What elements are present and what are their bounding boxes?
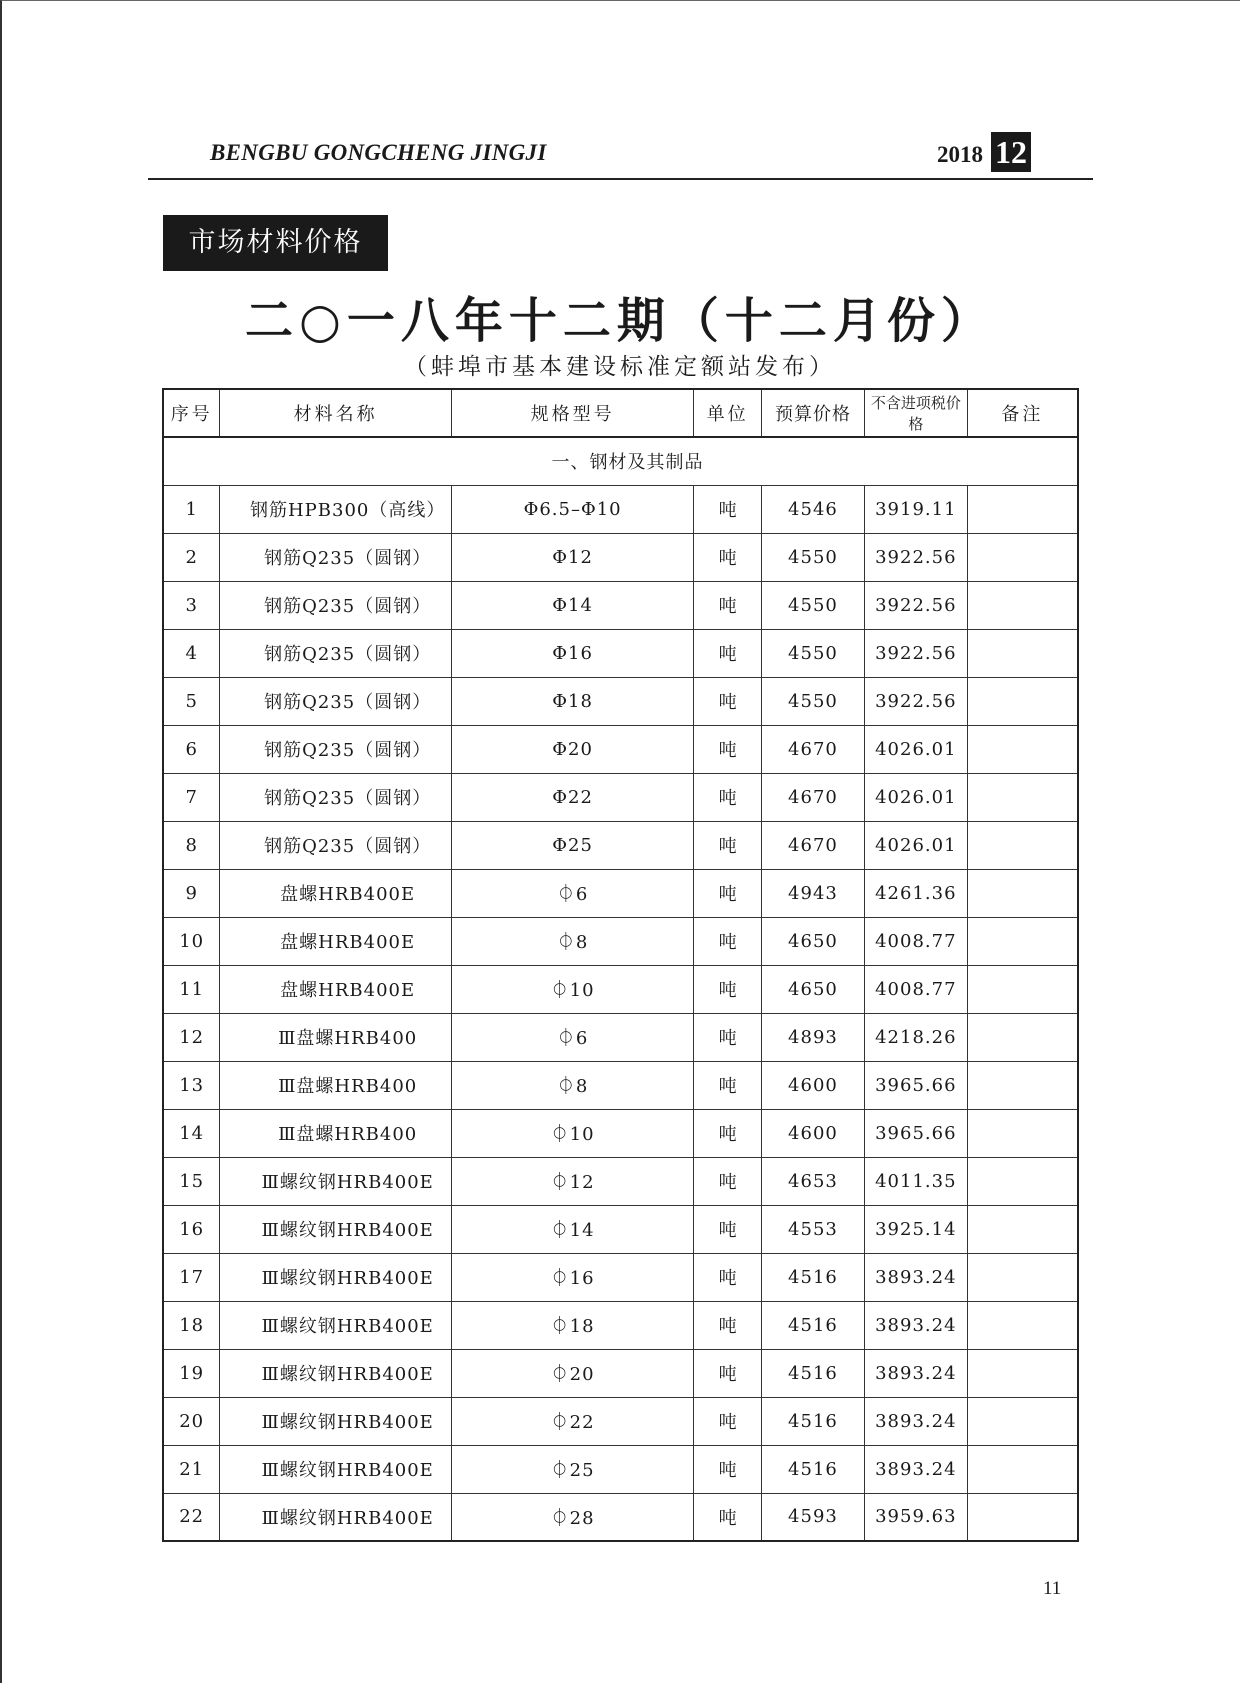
section-tag: 市场材料价格	[163, 215, 388, 271]
cell-budget-price: 4600	[762, 1061, 865, 1109]
table-row	[163, 725, 1078, 773]
cell-budget-price: 4593	[762, 1493, 865, 1541]
cell-spec: ⏀6	[451, 1013, 693, 1061]
cell-no: 17	[163, 1253, 220, 1301]
table-row	[163, 677, 1078, 725]
cell-unit: 吨	[694, 1301, 762, 1349]
cell-unit: 吨	[694, 677, 762, 725]
cell-name: Ⅲ螺纹钢HRB400E	[220, 1493, 452, 1541]
cell-budget-price: 4650	[762, 917, 865, 965]
table-row	[163, 1445, 1078, 1493]
cell-spec: ⏀18	[451, 1301, 693, 1349]
cell-unit: 吨	[694, 1445, 762, 1493]
cell-price-ex-tax: 4008.77	[864, 917, 967, 965]
cell-spec: Φ12	[451, 533, 693, 581]
cell-no: 1	[163, 485, 220, 533]
cell-remark	[967, 1061, 1078, 1109]
cell-no: 3	[163, 581, 220, 629]
table-row	[163, 485, 1078, 533]
cell-no: 5	[163, 677, 220, 725]
cell-spec: ⏀25	[451, 1445, 693, 1493]
cell-budget-price: 4550	[762, 629, 865, 677]
cell-name: 钢筋Q235（圆钢）	[220, 773, 452, 821]
table-row	[163, 1493, 1078, 1541]
cell-price-ex-tax: 4218.26	[864, 1013, 967, 1061]
cell-budget-price: 4650	[762, 965, 865, 1013]
cell-budget-price: 4546	[762, 485, 865, 533]
cell-unit: 吨	[694, 581, 762, 629]
cell-remark	[967, 581, 1078, 629]
cell-remark	[967, 965, 1078, 1013]
cell-spec: ⏀16	[451, 1253, 693, 1301]
cell-price-ex-tax: 3893.24	[864, 1301, 967, 1349]
cell-price-ex-tax: 4011.35	[864, 1157, 967, 1205]
cell-spec: Φ14	[451, 581, 693, 629]
cell-name: 盘螺HRB400E	[220, 917, 452, 965]
cell-price-ex-tax: 3919.11	[864, 485, 967, 533]
cell-no: 2	[163, 533, 220, 581]
page-header	[148, 128, 1093, 180]
cell-no: 8	[163, 821, 220, 869]
cell-price-ex-tax: 4261.36	[864, 869, 967, 917]
cell-remark	[967, 1205, 1078, 1253]
table-row	[163, 581, 1078, 629]
header-remark: 备注	[967, 389, 1078, 437]
cell-name: Ⅲ盘螺HRB400	[220, 1109, 452, 1157]
cell-no: 14	[163, 1109, 220, 1157]
cell-unit: 吨	[694, 1157, 762, 1205]
cell-remark	[967, 1445, 1078, 1493]
cell-price-ex-tax: 3922.56	[864, 677, 967, 725]
cell-price-ex-tax: 3965.66	[864, 1061, 967, 1109]
cell-spec: ⏀28	[451, 1493, 693, 1541]
cell-no: 10	[163, 917, 220, 965]
table-row	[163, 821, 1078, 869]
cell-budget-price: 4670	[762, 821, 865, 869]
page-title: 二○一八年十二期（十二月份）	[245, 293, 995, 349]
cell-price-ex-tax: 3922.56	[864, 581, 967, 629]
header-budget-price: 预算价格	[762, 389, 865, 437]
cell-price-ex-tax: 3893.24	[864, 1349, 967, 1397]
table-row	[163, 1205, 1078, 1253]
cell-budget-price: 4550	[762, 677, 865, 725]
section-row	[163, 437, 1078, 485]
cell-remark	[967, 1253, 1078, 1301]
table-row	[163, 1109, 1078, 1157]
table-row	[163, 1301, 1078, 1349]
cell-spec: ⏀8	[451, 1061, 693, 1109]
cell-no: 18	[163, 1301, 220, 1349]
cell-unit: 吨	[694, 1493, 762, 1541]
cell-name: Ⅲ螺纹钢HRB400E	[220, 1253, 452, 1301]
cell-budget-price: 4516	[762, 1301, 865, 1349]
cell-no: 21	[163, 1445, 220, 1493]
cell-name: Ⅲ螺纹钢HRB400E	[220, 1397, 452, 1445]
cell-unit: 吨	[694, 533, 762, 581]
cell-unit: 吨	[694, 1349, 762, 1397]
cell-name: 盘螺HRB400E	[220, 869, 452, 917]
cell-spec: Φ25	[451, 821, 693, 869]
cell-spec: ⏀6	[451, 869, 693, 917]
cell-price-ex-tax: 3925.14	[864, 1205, 967, 1253]
price-table	[162, 388, 1079, 1542]
cell-budget-price: 4516	[762, 1349, 865, 1397]
table-row	[163, 1349, 1078, 1397]
cell-no: 11	[163, 965, 220, 1013]
cell-remark	[967, 1157, 1078, 1205]
cell-price-ex-tax: 4026.01	[864, 773, 967, 821]
cell-unit: 吨	[694, 773, 762, 821]
cell-name: 钢筋Q235（圆钢）	[220, 821, 452, 869]
cell-name: Ⅲ螺纹钢HRB400E	[220, 1445, 452, 1493]
cell-name: 盘螺HRB400E	[220, 965, 452, 1013]
cell-remark	[967, 725, 1078, 773]
header-spec: 规格型号	[451, 389, 693, 437]
cell-no: 7	[163, 773, 220, 821]
cell-spec: Φ6.5–Φ10	[451, 485, 693, 533]
cell-unit: 吨	[694, 1061, 762, 1109]
cell-no: 6	[163, 725, 220, 773]
cell-budget-price: 4653	[762, 1157, 865, 1205]
table-row	[163, 1253, 1078, 1301]
cell-unit: 吨	[694, 1013, 762, 1061]
cell-spec: ⏀10	[451, 1109, 693, 1157]
section-title: 一、钢材及其制品	[163, 437, 1078, 485]
cell-price-ex-tax: 3965.66	[864, 1109, 967, 1157]
cell-spec: Φ18	[451, 677, 693, 725]
cell-spec: ⏀8	[451, 917, 693, 965]
cell-remark	[967, 917, 1078, 965]
cell-remark	[967, 1013, 1078, 1061]
table-row	[163, 965, 1078, 1013]
cell-budget-price: 4516	[762, 1253, 865, 1301]
page-subtitle: （蚌埠市基本建设标准定额站发布）	[404, 354, 836, 380]
cell-name: 钢筋HPB300（高线）	[220, 485, 452, 533]
cell-price-ex-tax: 4008.77	[864, 965, 967, 1013]
cell-name: Ⅲ螺纹钢HRB400E	[220, 1301, 452, 1349]
cell-remark	[967, 869, 1078, 917]
cell-price-ex-tax: 3893.24	[864, 1253, 967, 1301]
cell-spec: ⏀12	[451, 1157, 693, 1205]
cell-price-ex-tax: 3893.24	[864, 1397, 967, 1445]
cell-name: 钢筋Q235（圆钢）	[220, 629, 452, 677]
cell-no: 13	[163, 1061, 220, 1109]
cell-price-ex-tax: 3893.24	[864, 1445, 967, 1493]
cell-remark	[967, 1493, 1078, 1541]
cell-unit: 吨	[694, 869, 762, 917]
cell-no: 16	[163, 1205, 220, 1253]
cell-name: Ⅲ盘螺HRB400	[220, 1061, 452, 1109]
cell-spec: Φ16	[451, 629, 693, 677]
header-no: 序号	[163, 389, 220, 437]
cell-price-ex-tax: 3922.56	[864, 629, 967, 677]
cell-spec: Φ22	[451, 773, 693, 821]
issue-year: 2018	[937, 142, 983, 167]
table-row	[163, 917, 1078, 965]
cell-spec: ⏀14	[451, 1205, 693, 1253]
cell-budget-price: 4670	[762, 725, 865, 773]
cell-unit: 吨	[694, 1205, 762, 1253]
cell-budget-price: 4550	[762, 581, 865, 629]
cell-spec: Φ20	[451, 725, 693, 773]
cell-remark	[967, 533, 1078, 581]
cell-price-ex-tax: 3959.63	[864, 1493, 967, 1541]
cell-price-ex-tax: 4026.01	[864, 725, 967, 773]
header-price-ex-tax: 不含进项税价格	[864, 389, 967, 437]
issue-number-badge: 12	[991, 132, 1031, 172]
cell-unit: 吨	[694, 821, 762, 869]
cell-spec: ⏀20	[451, 1349, 693, 1397]
cell-budget-price: 4550	[762, 533, 865, 581]
cell-budget-price: 4943	[762, 869, 865, 917]
cell-remark	[967, 1109, 1078, 1157]
cell-no: 9	[163, 869, 220, 917]
cell-remark	[967, 677, 1078, 725]
journal-name: BENGBU GONGCHENG JINGJI	[210, 140, 547, 165]
header-name: 材料名称	[220, 389, 452, 437]
cell-name: Ⅲ螺纹钢HRB400E	[220, 1157, 452, 1205]
table-row	[163, 773, 1078, 821]
cell-price-ex-tax: 3922.56	[864, 533, 967, 581]
table-row	[163, 1013, 1078, 1061]
cell-unit: 吨	[694, 1109, 762, 1157]
cell-budget-price: 4893	[762, 1013, 865, 1061]
cell-remark	[967, 1301, 1078, 1349]
cell-name: Ⅲ盘螺HRB400	[220, 1013, 452, 1061]
cell-no: 22	[163, 1493, 220, 1541]
table-header-row	[163, 389, 1078, 437]
cell-remark	[967, 1349, 1078, 1397]
cell-remark	[967, 485, 1078, 533]
table-row	[163, 629, 1078, 677]
cell-no: 20	[163, 1397, 220, 1445]
cell-budget-price: 4516	[762, 1397, 865, 1445]
cell-unit: 吨	[694, 965, 762, 1013]
table-row	[163, 533, 1078, 581]
cell-budget-price: 4600	[762, 1109, 865, 1157]
header-unit: 单位	[694, 389, 762, 437]
cell-name: 钢筋Q235（圆钢）	[220, 581, 452, 629]
cell-budget-price: 4516	[762, 1445, 865, 1493]
cell-no: 15	[163, 1157, 220, 1205]
cell-remark	[967, 1397, 1078, 1445]
cell-no: 12	[163, 1013, 220, 1061]
cell-unit: 吨	[694, 917, 762, 965]
cell-price-ex-tax: 4026.01	[864, 821, 967, 869]
cell-remark	[967, 821, 1078, 869]
cell-remark	[967, 629, 1078, 677]
cell-name: Ⅲ螺纹钢HRB400E	[220, 1205, 452, 1253]
table-body	[163, 437, 1078, 1541]
cell-unit: 吨	[694, 1253, 762, 1301]
cell-spec: ⏀10	[451, 965, 693, 1013]
cell-name: 钢筋Q235（圆钢）	[220, 677, 452, 725]
table-row	[163, 1061, 1078, 1109]
table-row	[163, 1157, 1078, 1205]
cell-name: 钢筋Q235（圆钢）	[220, 533, 452, 581]
cell-name: Ⅲ螺纹钢HRB400E	[220, 1349, 452, 1397]
cell-spec: ⏀22	[451, 1397, 693, 1445]
cell-no: 4	[163, 629, 220, 677]
cell-remark	[967, 773, 1078, 821]
cell-unit: 吨	[694, 725, 762, 773]
cell-budget-price: 4670	[762, 773, 865, 821]
cell-unit: 吨	[694, 629, 762, 677]
cell-budget-price: 4553	[762, 1205, 865, 1253]
cell-name: 钢筋Q235（圆钢）	[220, 725, 452, 773]
table-row	[163, 1397, 1078, 1445]
table-row	[163, 869, 1078, 917]
cell-no: 19	[163, 1349, 220, 1397]
page-number: 11	[1043, 1578, 1062, 1599]
cell-unit: 吨	[694, 485, 762, 533]
cell-unit: 吨	[694, 1397, 762, 1445]
